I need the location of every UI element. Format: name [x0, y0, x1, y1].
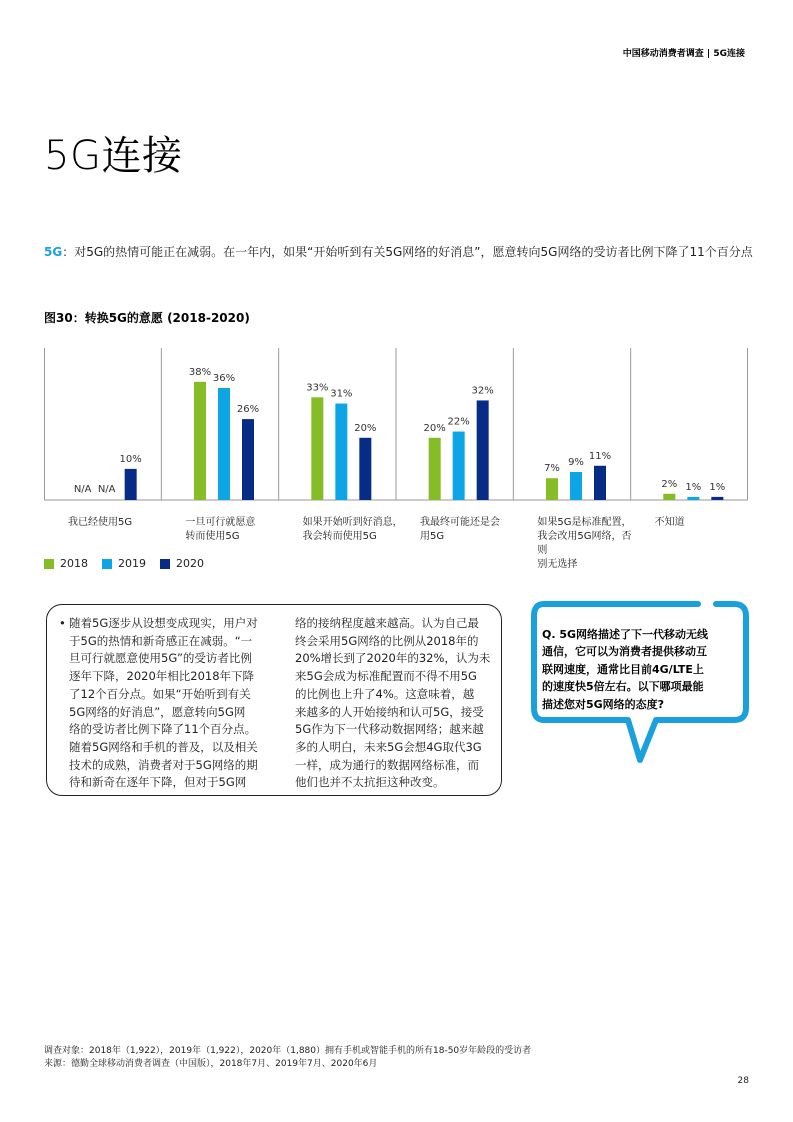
quote-line: 随着5G网络和手机的普及，以及相关	[69, 739, 258, 754]
legend-swatch	[160, 559, 170, 569]
category-label-line: 一旦可行就愿意	[185, 517, 256, 528]
quote-line: Q. 5G网络描述了下一代移动无线	[542, 628, 709, 641]
bar-2018-3	[429, 438, 441, 500]
bar-label-2019-3: 22%	[447, 416, 470, 428]
bar-label-2018-3: 20%	[423, 422, 446, 434]
category-label-0	[68, 516, 168, 530]
quote-line: 终会采用5G网络的比例从2018年的	[295, 633, 479, 648]
legend-swatch	[102, 559, 112, 569]
bar-label-2019-4: 9%	[568, 457, 584, 468]
legend-label: 2020	[176, 557, 204, 570]
quote-line: 来越多的人开始接纳和认可5G，接受	[295, 704, 484, 719]
question-text	[542, 626, 736, 713]
category-label-line: 我已经使用5G	[68, 517, 133, 528]
quote-line: 了12个百分点。如果“开始听到有关	[69, 686, 251, 701]
quote-line: 5G网络的好消息”，愿意转向5G网	[69, 704, 246, 719]
bar-chart	[44, 348, 748, 518]
bar-label-2018-1: 38%	[188, 366, 212, 378]
quote-right-column	[295, 615, 495, 792]
footnote-sample: 调查对象：2018年（1,922），2019年（1,922），2020年（1,880）拥有手机或智能手机的所有18-50岁年龄段的受访者	[44, 1046, 532, 1056]
bar-label-2019-5: 1%	[685, 481, 702, 493]
bar-label-2018-5: 2%	[661, 478, 678, 490]
page-number: 28	[737, 1076, 749, 1086]
quote-line: 旦可行就愿意使用5G”的受访者比例	[69, 651, 252, 666]
quote-line: 随着5G逐步从设想变成现实，用户对	[69, 616, 258, 630]
category-label-line: 我会改用5G网络，否则	[537, 531, 632, 556]
quote-left-column	[59, 615, 283, 792]
quote-box	[46, 604, 502, 796]
quote-line: 的速度快5倍左右。以下哪项最能	[542, 680, 704, 694]
quote-line: 的比例也上升了4%。这意味着，越	[295, 686, 475, 701]
bar-label-2020-1: 26%	[236, 404, 260, 416]
legend-swatch	[44, 559, 54, 569]
category-label-line: 不知道	[654, 517, 685, 528]
running-header: 中国移动消费者调查 | 5G连接	[622, 49, 745, 59]
quote-line: 联网速度，通常比目前4G/LTE上	[542, 662, 704, 676]
bar-label-2018-4: 7%	[544, 463, 560, 475]
intro-text: ：对5G的热情可能正在减弱。在一年内，如果“开始听到有关5G网络的好消息”，愿意转向5G网络的受访者比例下降了11个百分点	[62, 245, 753, 259]
quote-line: 一样，成为通行的数据网络标准，而	[295, 757, 479, 772]
quote-line: 来5G会成为标准配置而不得不用5G	[295, 669, 477, 684]
page-title: 5G连接	[44, 133, 183, 179]
quote-line: 多的人明白，未来5G会想4G取代3G	[295, 739, 482, 754]
bar-2019-2	[335, 404, 347, 500]
quote-line: 络的接纳程度越来越高。认为自己最	[295, 616, 479, 630]
legend-label: 2018	[60, 557, 88, 570]
category-label-4	[537, 516, 637, 572]
bar-label-2020-5: 1%	[709, 481, 726, 493]
quote-line: 他们也并不太抗拒这种改变。	[295, 775, 445, 790]
quote-line: 5G作为下一代移动数据网络；越来越	[295, 722, 484, 737]
bar-2018-2	[311, 397, 323, 500]
bar-2019-3	[453, 432, 465, 500]
bar-label-2020-4: 11%	[588, 450, 612, 462]
legend-item-2018	[44, 557, 88, 570]
bar-2020-2	[359, 438, 371, 500]
bar-label-2018-0: N/A	[73, 484, 92, 495]
category-label-5	[655, 516, 755, 530]
quote-line: 于5G的热情和新奇感正在减弱。“一	[69, 633, 253, 648]
bar-label-2018-2: 33%	[306, 382, 329, 394]
quote-line: 通信，它可以为消费者提供移动互	[542, 645, 707, 659]
category-label-line: 如果开始听到好消息，	[302, 517, 403, 528]
quote-line: 逐年下降，2020年相比2018年下降	[69, 669, 255, 684]
bar-label-2020-2: 20%	[354, 422, 377, 434]
bar-2020-5	[711, 497, 723, 500]
bar-label-2019-0: N/A	[97, 484, 116, 495]
category-label-1	[185, 516, 285, 544]
legend-item-2019	[102, 557, 146, 570]
bar-2020-0	[125, 469, 137, 500]
bullet-glyph: •	[59, 616, 66, 630]
category-label-line: 转而使用5G	[185, 531, 240, 542]
category-label-line: 我会转而使用5G	[302, 531, 377, 542]
bar-2019-5	[687, 497, 699, 500]
quote-line: 20%增长到了2020年的32%，认为未	[295, 651, 491, 666]
legend-item-2020	[160, 557, 204, 570]
intro-highlight: 5G	[44, 245, 63, 259]
figure-title: 图30：转换5G的意愿 (2018-2020)	[44, 311, 250, 325]
bar-label-2019-1: 36%	[212, 373, 236, 384]
category-label-line: 用5G	[420, 531, 445, 542]
footnote-source: 来源：德勤全球移动消费者调查（中国版），2018年7月、2019年7月、2020年6月	[44, 1059, 378, 1069]
quote-line: 描述您对5G网络的态度?	[542, 697, 665, 711]
question-callout	[530, 600, 752, 776]
category-label-2	[303, 516, 403, 544]
bar-2020-4	[594, 466, 606, 500]
bar-label-2019-2: 31%	[330, 388, 353, 400]
bar-2018-4	[546, 478, 558, 500]
bar-2018-5	[663, 494, 675, 500]
legend-label: 2019	[118, 557, 146, 570]
chart-legend	[44, 557, 204, 570]
bar-2020-3	[477, 400, 489, 500]
footnote	[44, 1045, 531, 1071]
category-label-line: 我最终可能还是会	[420, 517, 500, 528]
category-label-3	[420, 516, 520, 544]
bar-label-2020-3: 32%	[471, 385, 494, 397]
bar-2020-1	[242, 419, 254, 500]
category-label-line: 如果5G是标准配置，	[537, 517, 632, 528]
quote-line: 络的受访者比例下降了11个百分点。	[69, 722, 257, 737]
bar-label-2020-0: 10%	[119, 453, 142, 465]
quote-line: 技术的成熟，消费者对于5G网络的期	[69, 757, 258, 772]
intro-paragraph	[44, 243, 764, 261]
bar-2019-4	[570, 472, 582, 500]
quote-line: 待和新奇在逐年下降，但对于5G网	[69, 775, 247, 790]
category-label-line: 别无选择	[537, 559, 578, 570]
bar-2019-1	[218, 388, 230, 500]
bar-2018-1	[194, 382, 206, 500]
